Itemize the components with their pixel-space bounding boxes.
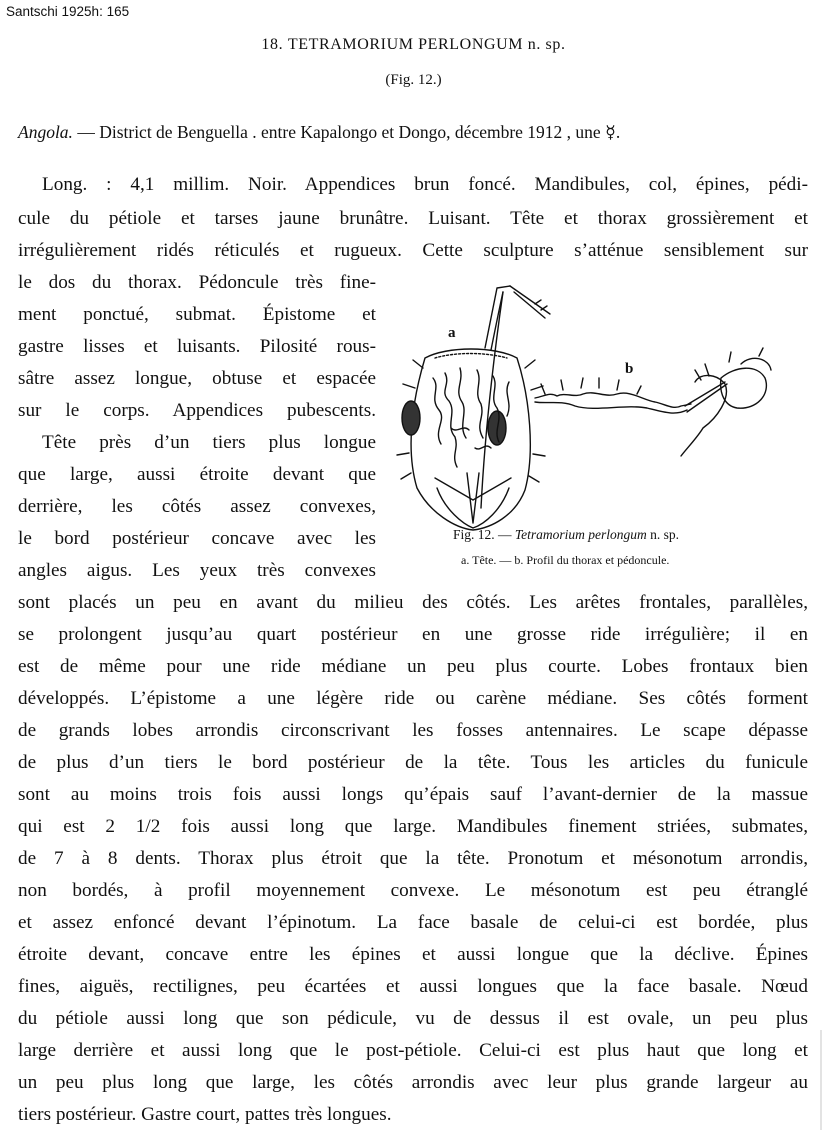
body-line: sont placés un peu en avant du milieu des côtés. Les arêtes frontales, parallèles, [18, 592, 808, 613]
body-line: un peu plus long que large, les côtés arrondis avec leur plus grande largeur au [18, 1072, 808, 1093]
species-heading [0, 36, 827, 54]
body-line: de plus d’un tiers le bord postérieur de la tête. Tous les articles du funicule [18, 752, 808, 773]
body-line: sur le corps. Appendices pubescents. [18, 400, 376, 421]
figure-label-b: b [625, 361, 634, 377]
figure-label-a: a [448, 325, 456, 341]
heading-species: TETRAMORIUM PERLONGUM [287, 36, 524, 53]
body-line: étroite devant, concave entre les épines et aussi longue que la déclive. Épines [18, 944, 808, 965]
figure-caption-parts: a. Tête. — b. Profil du thorax et pédoncule. [461, 553, 670, 567]
body-line: irrégulièrement ridés réticulés et rugueux. Cette sculpture s’atténue sensiblement sur [18, 240, 808, 261]
body-line: large derrière et aussi long que le post-pétiole. Celui-ci est plus haut que long et [18, 1040, 808, 1061]
body-line: sont au moins trois fois aussi longs qu’épais sauf l’avant-dernier de la massue [18, 784, 808, 805]
body-line: qui est 2 1/2 fois aussi long que large. Mandibules finement striées, submates, [18, 816, 808, 837]
body-line: est de même pour une ride médiane un peu plus courte. Lobes frontaux bien [18, 656, 808, 677]
body-line: le bord postérieur concave avec les [18, 528, 376, 549]
body-line: gastre lisses et luisants. Pilosité rous- [18, 336, 376, 357]
heading-number: 18. [261, 36, 284, 53]
body-line: Tête près d’un tiers plus longue [42, 432, 376, 453]
body-line: de grands lobes arrondis circonscrivant les fosses antennaires. Le scape dépasse [18, 720, 808, 741]
body-line: Long. : 4,1 millim. Noir. Appendices brun foncé. Mandibules, col, épines, pédi- [42, 174, 808, 195]
caption-taxon: Tetramorium perlongum [514, 527, 647, 542]
body-line: tiers postérieur. Gastre court, pattes très longues. [18, 1104, 392, 1125]
source-label: Santschi 1925h: 165 [6, 4, 130, 19]
body-line: du pétiole aussi long que son pédicule, vu de dessus il est ovale, un peu plus [18, 1008, 808, 1029]
body-line: cule du pétiole et tarses jaune brunâtre. Luisant. Tête et thorax grossièrement et [18, 208, 808, 229]
body-line: ment ponctué, submat. Épistome et [18, 304, 376, 325]
scan-edge-mark [820, 1030, 822, 1130]
body-line: fines, aiguës, rectilignes, peu écartées et aussi longues que la face basale. Nœud [18, 976, 808, 997]
body-line: angles aigus. Les yeux très convexes [18, 560, 376, 581]
body-line: derrière, les côtés assez convexes, [18, 496, 376, 517]
figure-reference: (Fig. 12.) [385, 72, 442, 88]
body-line: développés. L’épistome a une légère ride ou carène médiane. Ses côtés forment [18, 688, 808, 709]
caption-prefix: Fig. 12. — [453, 527, 512, 542]
body-line: le dos du thorax. Pédoncule très fine- [18, 272, 376, 293]
locality-text: — District de Benguella . entre Kapalongo et Dongo, décembre 1912 , une ☿. [77, 122, 621, 142]
caption-status: n. sp. [650, 527, 680, 542]
body-line: et assez enfoncé devant l’épinotum. La face basale de celui-ci est bordée, plus [18, 912, 808, 933]
body-line: que large, aussi étroite devant que [18, 464, 376, 485]
body-line: non bordés, à profil moyennement convexe. Le mésonotum est peu étranglé [18, 880, 808, 901]
profile-thorax-drawing [535, 348, 771, 456]
locality-region: Angola. [18, 122, 73, 142]
body-line: de 7 à 8 dents. Thorax plus étroit que la tête. Pronotum et mésonotum arrondis, [18, 848, 808, 869]
head-outline-drawing [397, 349, 545, 530]
figure-caption [0, 527, 827, 543]
body-line: se prolongent jusqu’au quart postérieur en une grosse ride irrégulière; il en [18, 624, 808, 645]
heading-status: n. sp. [527, 36, 566, 53]
locality-line [18, 122, 818, 143]
body-line: sâtre assez longue, obtuse et espacée [18, 368, 376, 389]
